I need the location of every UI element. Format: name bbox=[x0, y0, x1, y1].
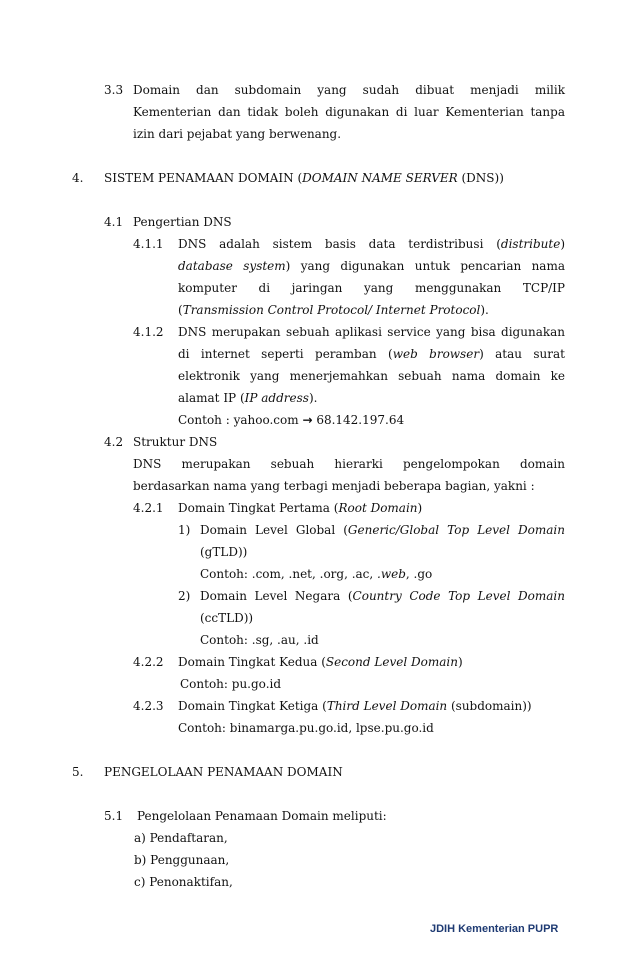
paragraph-line: database system) yang digunakan untuk pencarian nama bbox=[178, 259, 565, 273]
paragraph-line: DNS adalah sistem basis data terdistribusi (distribute) bbox=[178, 237, 565, 251]
example-line: Contoh: pu.go.id bbox=[180, 677, 282, 691]
section-title-4-2-1: Domain Tingkat Pertama (Root Domain) bbox=[178, 501, 423, 515]
arrow-right-icon: → bbox=[302, 413, 313, 427]
list-number: 2) bbox=[178, 589, 191, 603]
section-title-4-2-2: Domain Tingkat Kedua (Second Level Domain) bbox=[178, 655, 463, 669]
section-number-4-1-2: 4.1.2 bbox=[133, 325, 164, 339]
example-line: Contoh: .com, .net, .org, .ac, .web, .go bbox=[200, 567, 433, 581]
list-item: a) Pendaftaran, bbox=[134, 831, 228, 845]
paragraph-line: di internet seperti peramban (web browser) atau surat bbox=[178, 347, 565, 361]
example-line: Contoh: binamarga.pu.go.id, lpse.pu.go.id bbox=[178, 721, 434, 735]
paragraph-line: berdasarkan nama yang terbagi menjadi beberapa bagian, yakni : bbox=[133, 479, 535, 493]
list-item: Domain Level Global (Generic/Global Top Level Domain bbox=[200, 523, 565, 537]
paragraph-line: DNS merupakan sebuah aplikasi service yang bisa digunakan bbox=[178, 325, 565, 339]
section-number-4-1: 4.1 bbox=[104, 215, 124, 229]
paragraph-line: (Transmission Control Protocol/ Internet Protocol). bbox=[178, 303, 489, 317]
section-title-4: SISTEM PENAMAAN DOMAIN (DOMAIN NAME SERVER (DNS)) bbox=[104, 171, 504, 185]
list-number: 1) bbox=[178, 523, 191, 537]
section-title-4-1: Pengertian DNS bbox=[133, 215, 232, 229]
section-title-4-2-3: Domain Tingkat Ketiga (Third Level Domain (subdomain)) bbox=[178, 699, 532, 713]
section-number-5-1: 5.1 bbox=[104, 809, 124, 823]
list-item-line: (gTLD)) bbox=[200, 545, 248, 559]
example-line: Contoh : yahoo.com → 68.142.197.64 bbox=[178, 413, 405, 427]
section-title-5: PENGELOLAAN PENAMAAN DOMAIN bbox=[104, 765, 343, 779]
section-number-4-2: 4.2 bbox=[104, 435, 124, 449]
section-number-4-2-1: 4.2.1 bbox=[133, 501, 164, 515]
list-item-line: (ccTLD)) bbox=[200, 611, 254, 625]
example-line: Contoh: .sg, .au, .id bbox=[200, 633, 319, 647]
paragraph-line: Kementerian dan tidak boleh digunakan di luar Kementerian tanpa bbox=[133, 105, 565, 119]
section-number-4: 4. bbox=[72, 171, 84, 185]
list-item: Domain Level Negara (Country Code Top Level Domain bbox=[200, 589, 565, 603]
paragraph-line: DNS merupakan sebuah hierarki pengelompokan domain bbox=[133, 457, 565, 471]
paragraph-line: alamat IP (IP address). bbox=[178, 391, 318, 405]
section-title-5-1: Pengelolaan Penamaan Domain meliputi: bbox=[137, 809, 387, 823]
section-number-4-2-2: 4.2.2 bbox=[133, 655, 164, 669]
section-number-3-3: 3.3 bbox=[104, 83, 124, 97]
section-number-5: 5. bbox=[72, 765, 84, 779]
section-number-4-2-3: 4.2.3 bbox=[133, 699, 164, 713]
list-item: c) Penonaktifan, bbox=[134, 875, 233, 889]
paragraph-line: komputer di jaringan yang menggunakan TCP/IP bbox=[178, 281, 565, 295]
paragraph-line: izin dari pejabat yang berwenang. bbox=[133, 127, 342, 141]
footer-label: JDIH Kementerian PUPR bbox=[430, 923, 559, 935]
paragraph-line: elektronik yang menerjemahkan sebuah nama domain ke bbox=[178, 369, 565, 383]
section-number-4-1-1: 4.1.1 bbox=[133, 237, 164, 251]
section-title-4-2: Struktur DNS bbox=[133, 435, 218, 449]
list-item: b) Penggunaan, bbox=[134, 853, 230, 867]
paragraph-line: Domain dan subdomain yang sudah dibuat menjadi milik bbox=[133, 83, 565, 97]
